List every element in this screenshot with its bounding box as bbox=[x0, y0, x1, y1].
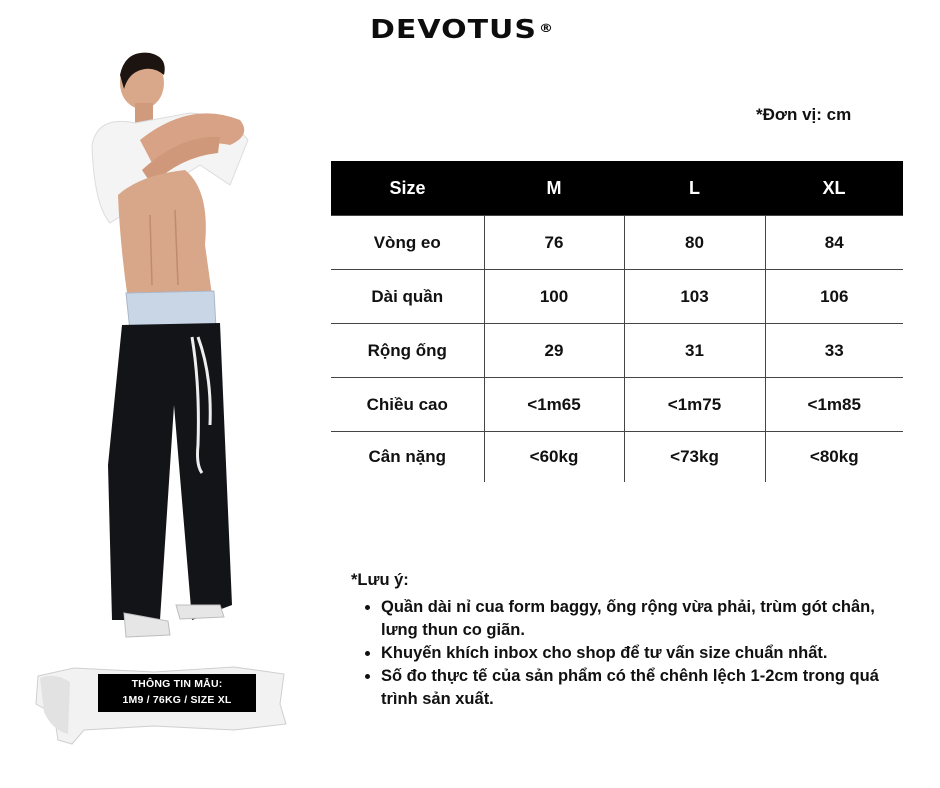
cell-value: <60kg bbox=[484, 432, 624, 483]
table-row bbox=[331, 216, 903, 270]
cell-value: <1m65 bbox=[484, 378, 624, 432]
cell-value: 100 bbox=[484, 270, 624, 324]
model-info-tag bbox=[98, 674, 256, 712]
notes-title: *Lưu ý: bbox=[351, 571, 409, 589]
row-label: Cân nặng bbox=[331, 432, 484, 483]
table-row bbox=[331, 270, 903, 324]
cell-value: 103 bbox=[624, 270, 765, 324]
brand-name: DEVOTUS bbox=[370, 15, 538, 45]
model-info-details: 1M9 / 76KG / SIZE XL bbox=[122, 694, 232, 706]
cell-value: 76 bbox=[484, 216, 624, 270]
notes-section bbox=[351, 569, 891, 711]
model-info-title: THÔNG TIN MẪU: bbox=[131, 678, 223, 690]
model-illustration bbox=[80, 45, 270, 645]
cell-value: <1m85 bbox=[765, 378, 903, 432]
unit-label: *Đơn vị: cm bbox=[756, 105, 852, 124]
row-label: Rộng ống bbox=[331, 324, 484, 378]
list-item: • Khuyến khích inbox cho shop để tư vấn size chuẩn nhất. bbox=[381, 642, 891, 665]
header-xl: XL bbox=[765, 161, 903, 216]
header-size: Size bbox=[331, 161, 484, 216]
cell-value: 106 bbox=[765, 270, 903, 324]
list-item: • Số đo thực tế của sản phẩm có thể chênh lệch 1-2cm trong quá trình sản xuất. bbox=[381, 665, 891, 711]
header-m: M bbox=[484, 161, 624, 216]
cell-value: 80 bbox=[624, 216, 765, 270]
list-item: • Quần dài nỉ cua form baggy, ống rộng vừa phải, trùm gót chân, lưng thun co giãn. bbox=[381, 596, 891, 642]
cell-value: <80kg bbox=[765, 432, 903, 483]
table-row bbox=[331, 378, 903, 432]
cell-value: 31 bbox=[624, 324, 765, 378]
cell-value: <1m75 bbox=[624, 378, 765, 432]
row-label: Vòng eo bbox=[331, 216, 484, 270]
table-row bbox=[331, 432, 903, 483]
header-l: L bbox=[624, 161, 765, 216]
cell-value: 33 bbox=[765, 324, 903, 378]
cell-value: 84 bbox=[765, 216, 903, 270]
notes-list bbox=[351, 596, 891, 711]
table-row bbox=[331, 324, 903, 378]
row-label: Chiều cao bbox=[331, 378, 484, 432]
cell-value: 29 bbox=[484, 324, 624, 378]
registered-mark: ® bbox=[539, 21, 555, 36]
brand-logo bbox=[370, 16, 554, 45]
row-label: Dài quần bbox=[331, 270, 484, 324]
size-header-row bbox=[331, 161, 903, 216]
size-chart-table bbox=[331, 161, 903, 482]
cell-value: <73kg bbox=[624, 432, 765, 483]
